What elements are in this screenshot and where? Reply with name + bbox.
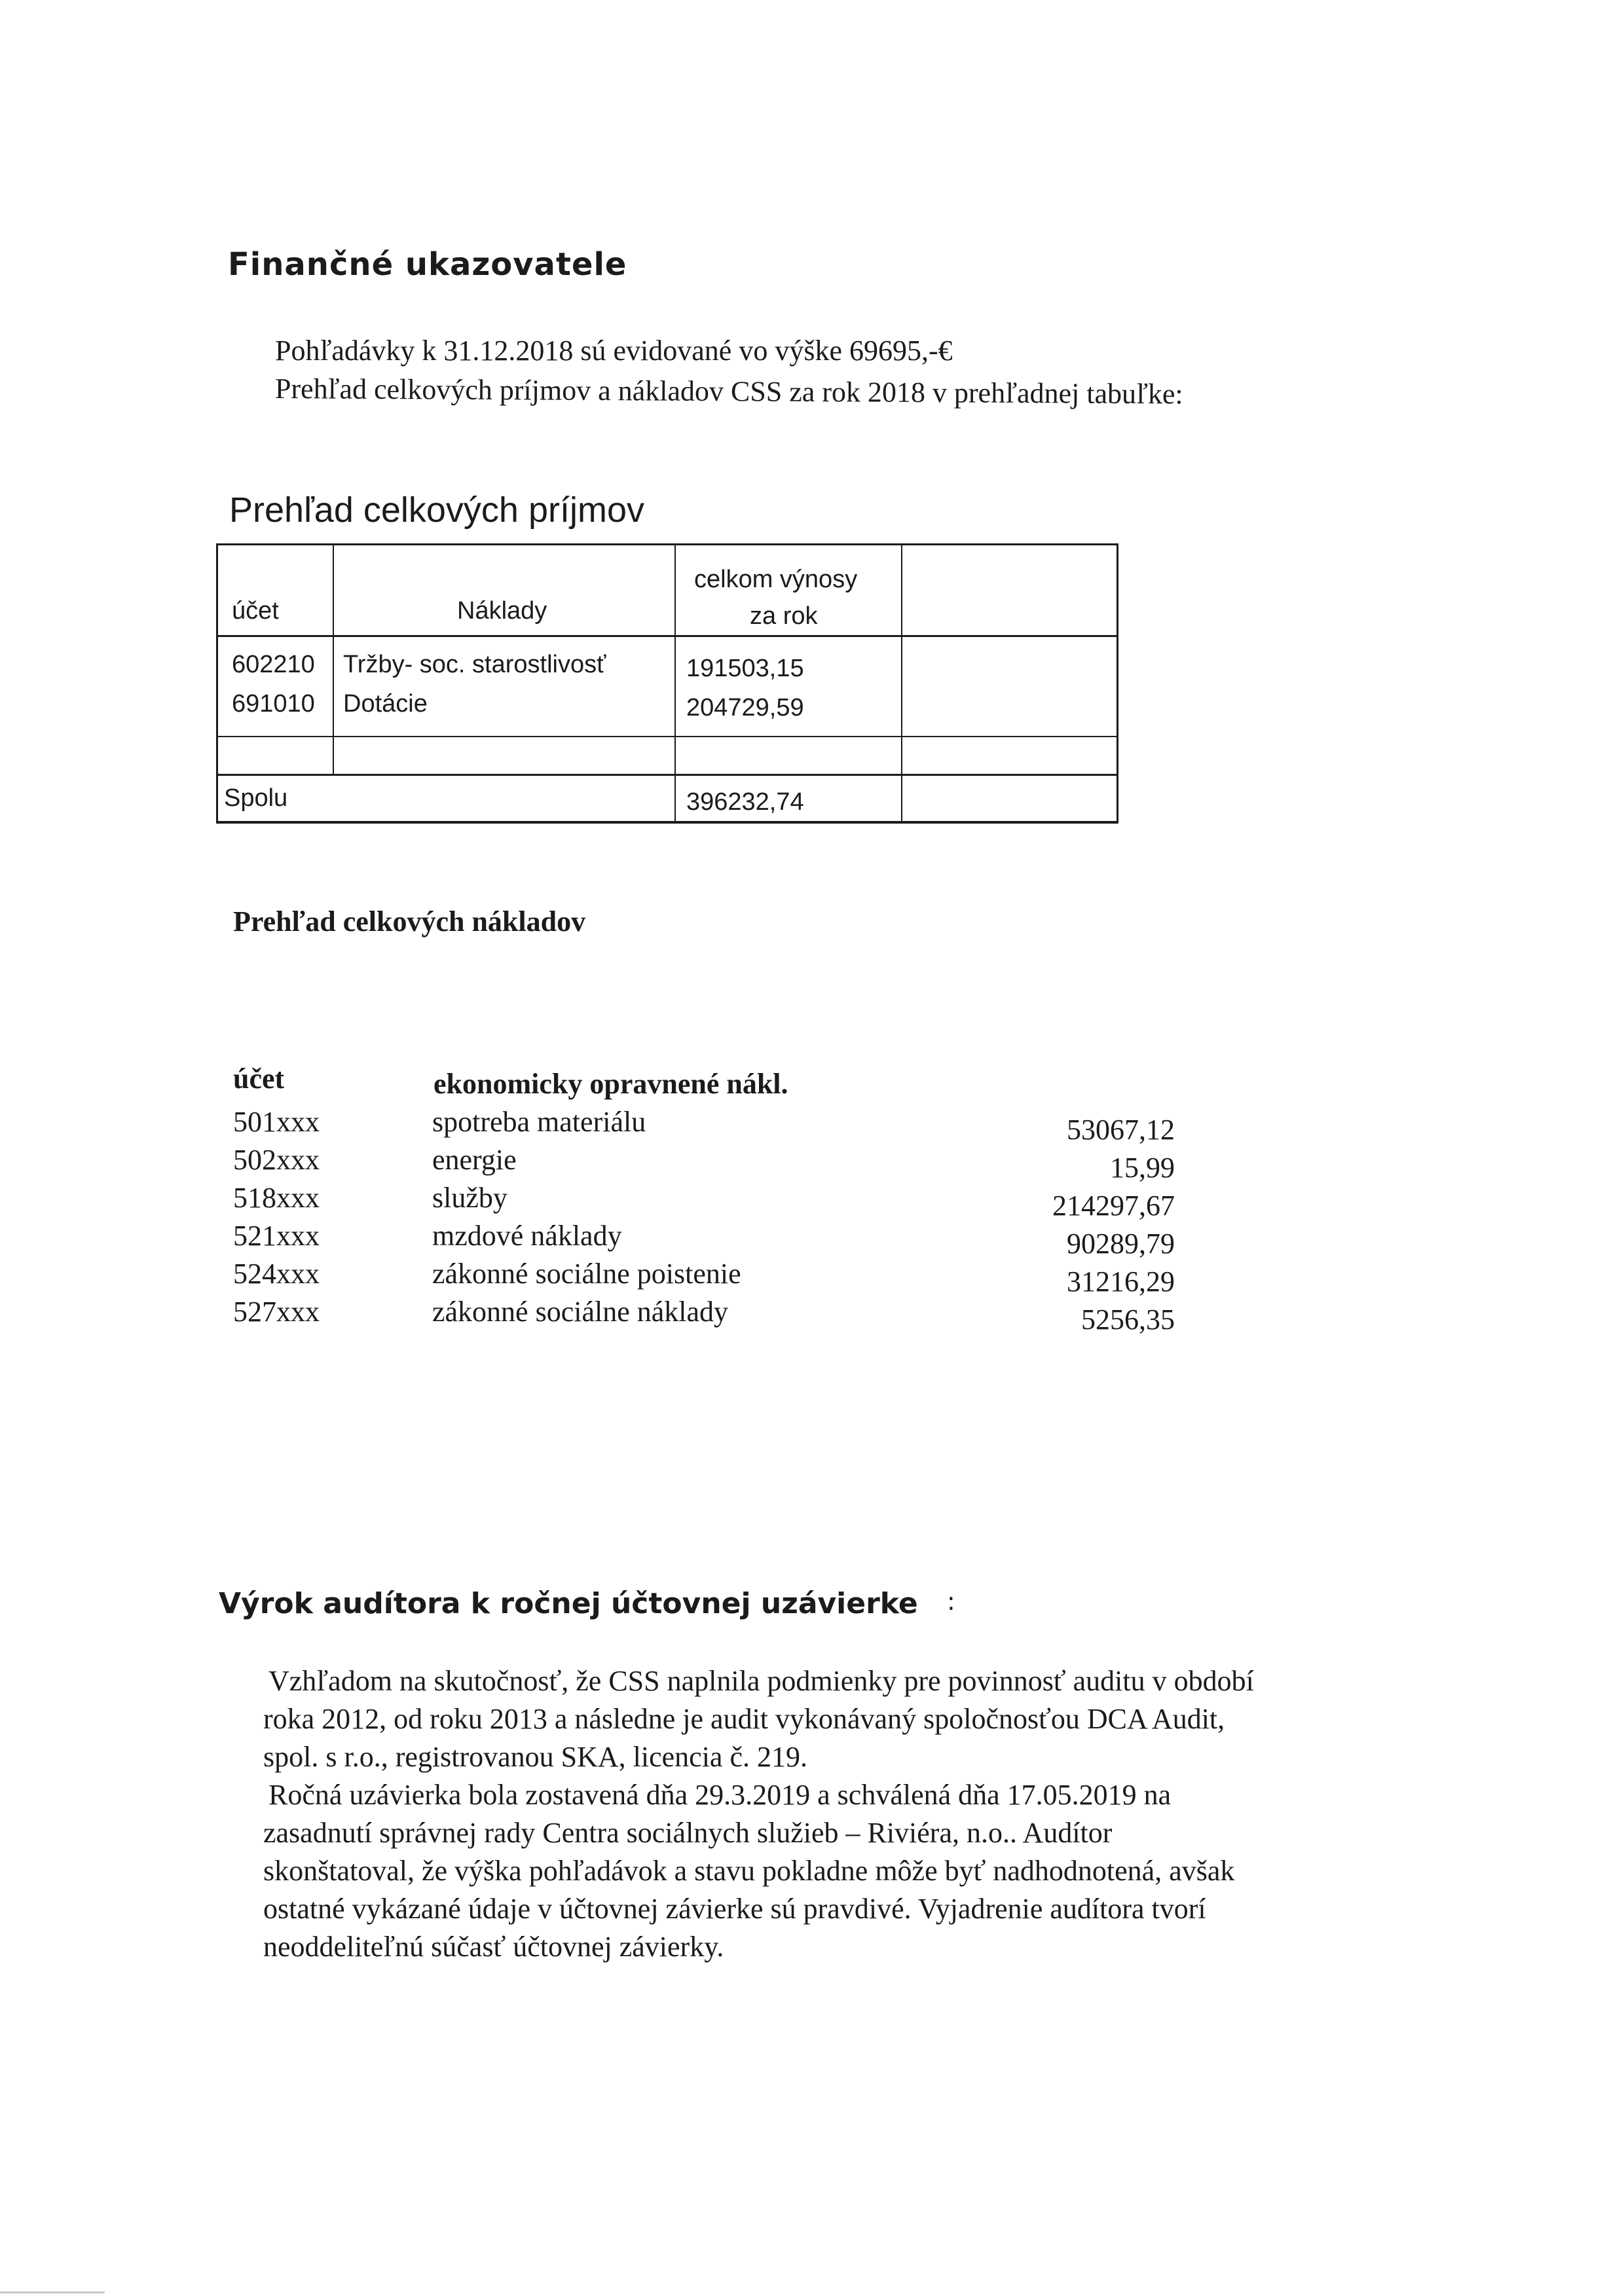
cost-account: 501xxx: [233, 1106, 320, 1138]
auditor-line: spol. s r.o., registrovanou SKA, licencia č. 219.: [263, 1741, 807, 1773]
income-header-label: Náklady: [457, 597, 547, 625]
cost-account: 521xxx: [233, 1220, 320, 1252]
income-table: [216, 543, 1118, 824]
income-total-amount: 396232,74: [686, 788, 804, 816]
cost-label: zákonné sociálne náklady: [432, 1296, 729, 1328]
income-total-label: Spolu: [224, 784, 288, 812]
cost-label: služby: [432, 1182, 507, 1214]
income-row-account: 691010: [232, 690, 315, 718]
cost-label: energie: [432, 1144, 517, 1176]
receivables-text: Pohľadávky k 31.12.2018 sú evidované vo výške 69695,-€: [275, 335, 953, 367]
auditor-line: neoddeliteľnú súčasť účtovnej závierky.: [263, 1931, 724, 1963]
cost-account: 524xxx: [233, 1258, 320, 1290]
cost-account: 518xxx: [233, 1182, 320, 1214]
income-overview-heading: Prehľad celkových príjmov: [229, 490, 644, 530]
auditor-line: roka 2012, od roku 2013 a následne je audit vykonávaný spoločnosťou DCA Audit,: [263, 1703, 1225, 1735]
costs-overview-heading: Prehľad celkových nákladov: [233, 905, 586, 938]
cost-account: 502xxx: [233, 1144, 320, 1176]
auditor-line: ostatné vykázané údaje v účtovnej závierke sú pravdivé. Vyjadrenie audítora tvorí: [263, 1893, 1206, 1925]
auditor-heading-colon: :: [947, 1587, 955, 1616]
overview-intro-text: Prehľad celkových príjmov a nákladov CSS za rok 2018 v prehľadnej tabuľke:: [274, 373, 1183, 410]
income-header-account: účet: [232, 597, 279, 625]
costs-header-account: účet: [233, 1063, 285, 1095]
cost-amount: 31216,29: [1067, 1266, 1175, 1298]
cost-amount: 214297,67: [1052, 1190, 1175, 1222]
cost-label: spotreba materiálu: [432, 1106, 646, 1138]
cost-amount: 5256,35: [1081, 1303, 1175, 1336]
income-header-total-line2: za rok: [750, 602, 818, 630]
cost-label: zákonné sociálne poistenie: [432, 1258, 741, 1290]
cost-amount: 53067,12: [1067, 1114, 1175, 1146]
auditor-line: Vzhľadom na skutočnosť, že CSS naplnila podmienky pre povinnosť auditu v období: [268, 1665, 1254, 1697]
auditor-line: zasadnutí správnej rady Centra sociálnych služieb – Riviéra, n.o.. Audítor: [263, 1817, 1113, 1849]
costs-header-label: ekonomicky opravnené nákl.: [434, 1068, 788, 1100]
income-row-amount: 204729,59: [686, 694, 804, 721]
cost-amount: 90289,79: [1067, 1228, 1175, 1260]
cost-label: mzdové náklady: [432, 1220, 622, 1252]
auditor-opinion-heading: Výrok audítora k ročnej účtovnej uzávierke: [219, 1587, 918, 1620]
auditor-line: skonštatoval, že výška pohľadávok a stavu pokladne môže byť nadhodnotená, avšak: [263, 1855, 1235, 1887]
financial-indicators-heading: Finančné ukazovatele: [228, 246, 627, 283]
auditor-line: Ročná uzávierka bola zostavená dňa 29.3.2019 a schválená dňa 17.05.2019 na: [268, 1779, 1172, 1811]
income-header-total-line1: celkom výnosy: [694, 566, 858, 593]
scan-edge-mark: [0, 2291, 105, 2293]
cost-account: 527xxx: [233, 1296, 320, 1328]
income-row-label: Dotácie: [343, 690, 428, 718]
income-row-label: Tržby- soc. starostlivosť: [343, 651, 606, 678]
income-row-account: 602210: [232, 651, 315, 678]
cost-amount: 15,99: [1110, 1152, 1175, 1184]
income-row-amount: 191503,15: [686, 655, 804, 682]
